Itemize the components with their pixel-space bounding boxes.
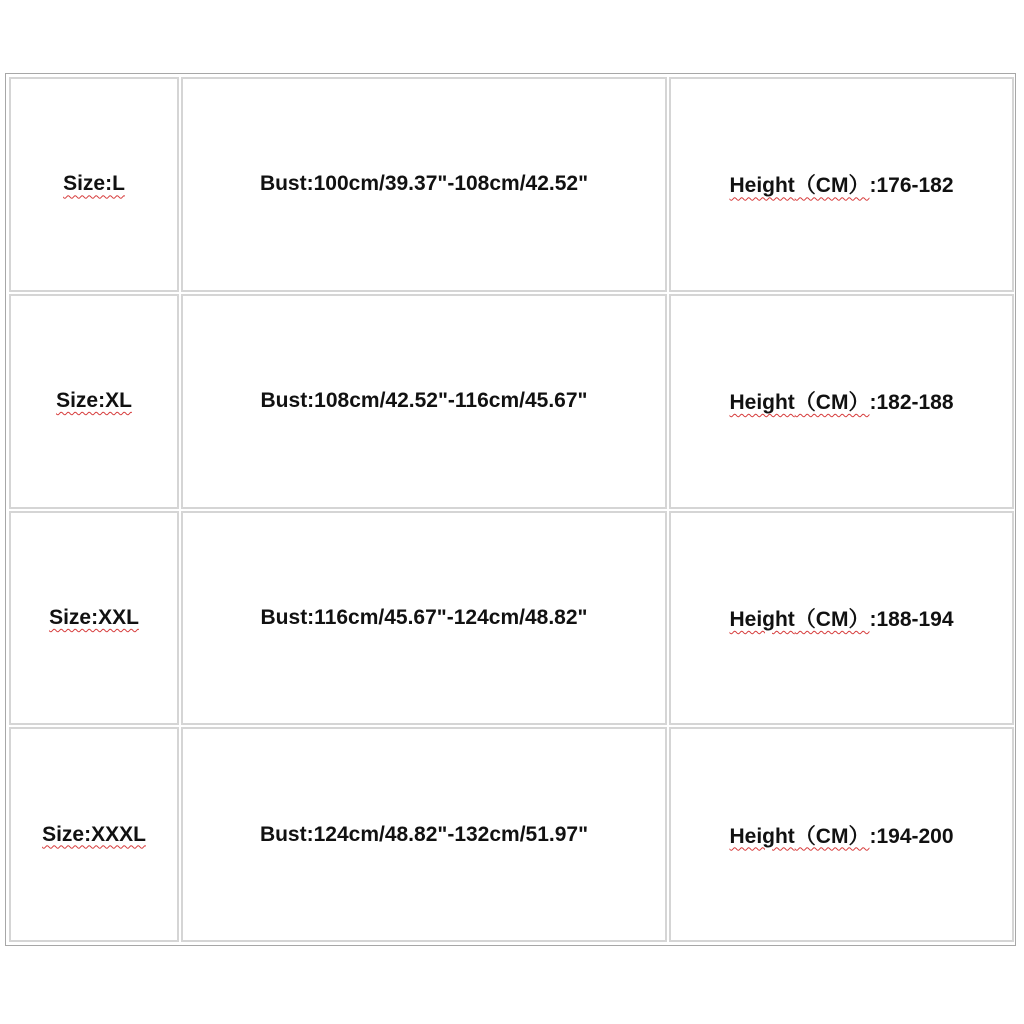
height-value — [729, 386, 953, 416]
size-cell — [9, 77, 179, 292]
height-range: :176-182 — [869, 174, 954, 198]
bust-value: Bust:124cm/48.82"-132cm/51.97" — [259, 822, 589, 846]
height-range: :194-200 — [869, 824, 954, 848]
height-cell — [669, 77, 1014, 292]
height-label: Height — [729, 174, 795, 198]
height-value — [729, 603, 953, 633]
size-label: Size:XXXL — [42, 822, 146, 846]
height-range: :188-194 — [869, 607, 954, 631]
bust-cell — [181, 727, 667, 942]
bust-value: Bust:116cm/45.67"-124cm/48.82" — [260, 605, 588, 629]
height-unit: （CM） — [794, 824, 870, 848]
height-label: Height — [729, 824, 795, 848]
size-chart-table — [5, 73, 1016, 946]
bust-cell — [181, 511, 667, 726]
height-value — [729, 169, 953, 199]
height-cell — [669, 294, 1014, 509]
size-cell — [9, 511, 179, 726]
height-unit: （CM） — [794, 174, 870, 198]
height-label: Height — [729, 607, 795, 631]
height-unit: （CM） — [794, 391, 870, 415]
bust-value: Bust:100cm/39.37"-108cm/42.52" — [259, 172, 589, 196]
size-label: Size:XXL — [49, 605, 139, 629]
height-cell — [669, 511, 1014, 726]
size-label: Size:XL — [56, 389, 132, 413]
bust-cell — [181, 294, 667, 509]
size-cell — [9, 727, 179, 942]
height-unit: （CM） — [794, 607, 870, 631]
size-cell — [9, 294, 179, 509]
bust-cell — [181, 77, 667, 292]
height-range: :182-188 — [869, 391, 954, 415]
size-label: Size:L — [63, 172, 125, 196]
height-label: Height — [729, 391, 795, 415]
bust-value: Bust:108cm/42.52"-116cm/45.67" — [260, 389, 588, 413]
height-value — [729, 820, 953, 850]
height-cell — [669, 727, 1014, 942]
